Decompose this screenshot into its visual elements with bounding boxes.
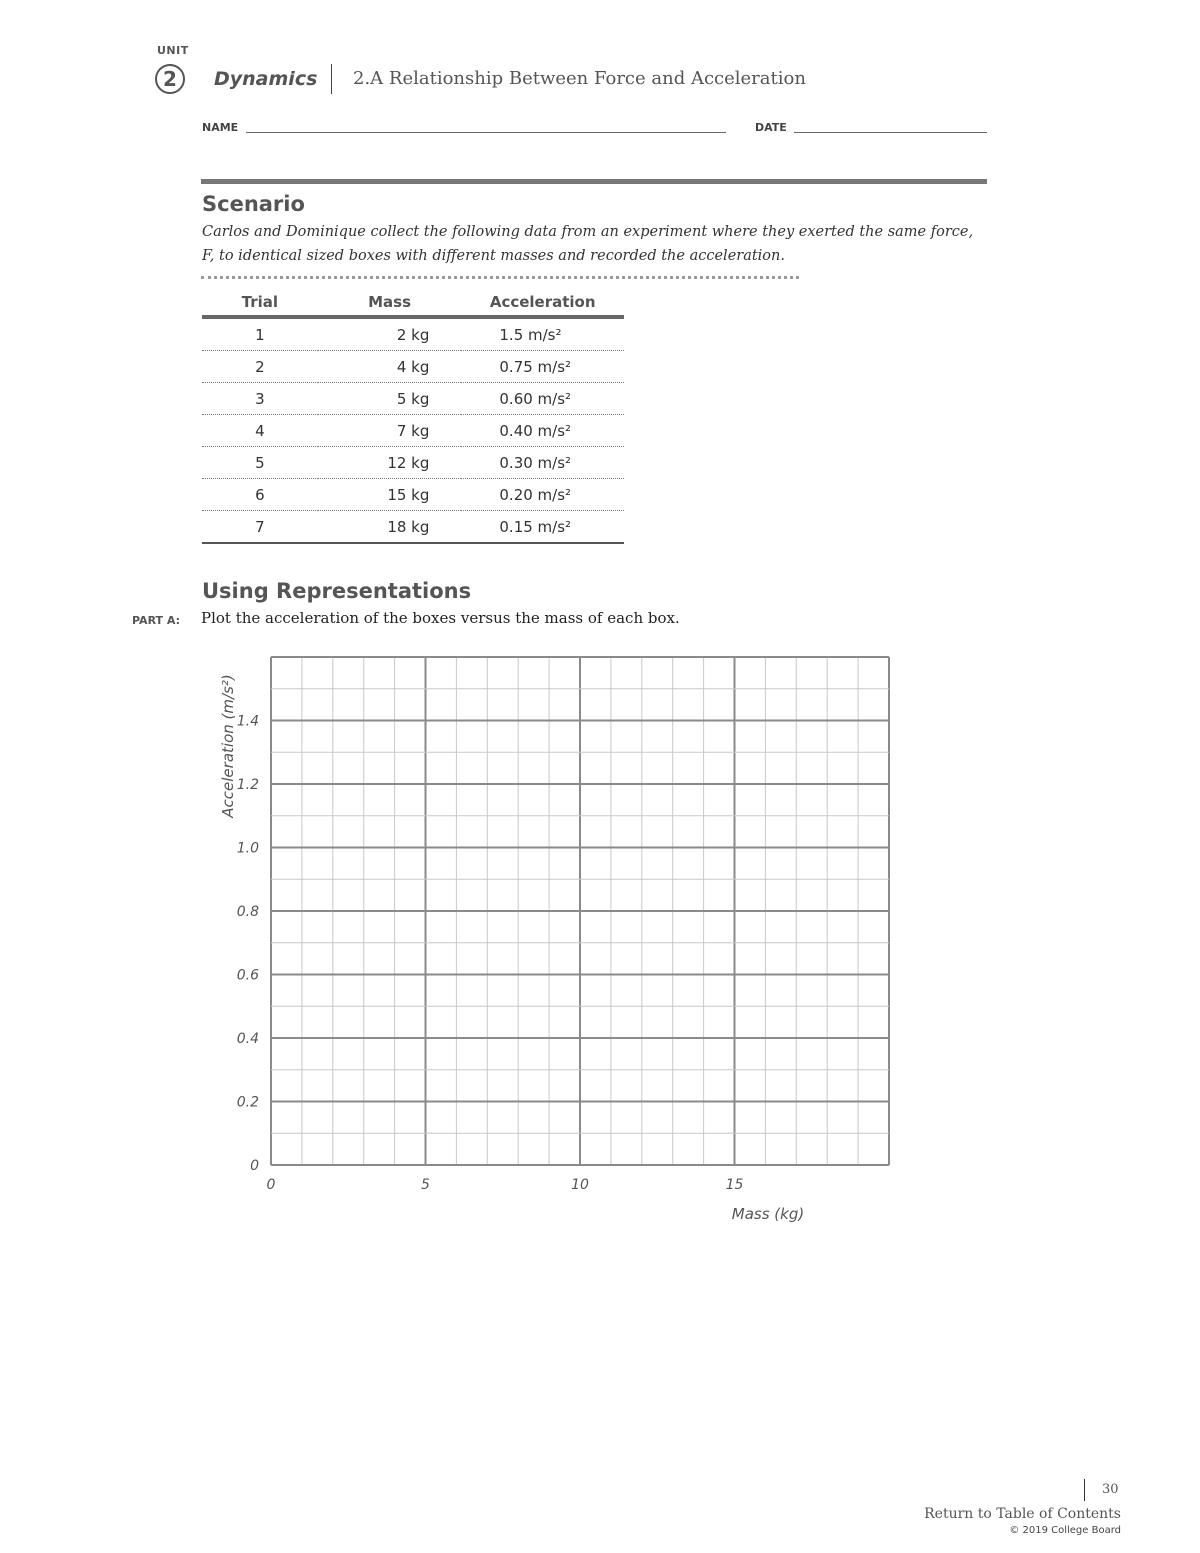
col-header-mass: Mass [318, 289, 462, 317]
y-tick-label: 1.4 [236, 713, 259, 730]
cell-acceleration: 0.75 m/s² [461, 351, 624, 383]
part-a-prompt: Plot the acceleration of the boxes versus the mass of each box. [201, 609, 680, 627]
cell-trial: 6 [202, 479, 318, 511]
cell-trial: 4 [202, 415, 318, 447]
scenario-text-line-2: F, to identical sized boxes with different masses and recorded the acceleration. [202, 248, 785, 264]
date-label: DATE [755, 121, 787, 134]
cell-trial: 1 [202, 317, 318, 351]
cell-acceleration: 0.60 m/s² [461, 383, 624, 415]
y-tick-label: 1.0 [236, 840, 259, 857]
y-tick-label: 0 [250, 1158, 259, 1174]
cell-mass: 5 kg [318, 383, 462, 415]
y-axis-title: Acceleration (m/s²) [219, 674, 237, 818]
return-to-toc-link[interactable]: Return to Table of Contents [924, 1506, 1121, 1522]
page-number: 30 [1102, 1482, 1119, 1497]
x-tick-label: 5 [421, 1177, 430, 1193]
col-header-trial: Trial [202, 289, 318, 317]
cell-mass: 7 kg [318, 415, 462, 447]
cell-trial: 3 [202, 383, 318, 415]
col-header-acceleration: Acceleration [461, 289, 624, 317]
name-label: NAME [202, 121, 239, 134]
y-tick-label: 0.8 [236, 904, 259, 920]
cell-mass: 4 kg [318, 351, 462, 383]
scenario-heading: Scenario [202, 192, 305, 216]
cell-acceleration: 0.40 m/s² [461, 415, 624, 447]
cell-mass: 15 kg [318, 479, 462, 511]
y-tick-label: 1.2 [236, 777, 259, 793]
part-a-label: PART A: [132, 614, 180, 627]
representations-heading: Using Representations [202, 579, 472, 603]
cell-trial: 5 [202, 447, 318, 479]
topic-title: 2.A Relationship Between Force and Acceleration [353, 68, 806, 89]
unit-name: Dynamics [214, 68, 318, 90]
cell-trial: 7 [202, 511, 318, 544]
cell-acceleration: 0.30 m/s² [461, 447, 624, 479]
graph-tick-labels [237, 714, 744, 1194]
footer-divider [1084, 1479, 1085, 1501]
cell-acceleration: 0.20 m/s² [461, 479, 624, 511]
scenario-text-line-1: Carlos and Dominique collect the following data from an experiment where they exerted the same force, [202, 224, 974, 240]
x-tick-label: 10 [571, 1177, 589, 1193]
y-tick-label: 0.4 [236, 1031, 259, 1047]
cell-mass: 2 kg [318, 317, 462, 351]
y-tick-label: 0.2 [236, 1094, 259, 1111]
copyright: © 2019 College Board [1009, 1525, 1121, 1536]
y-tick-label: 0.6 [236, 967, 259, 984]
x-tick-label: 0 [266, 1177, 276, 1193]
cell-trial: 2 [202, 351, 318, 383]
x-tick-label: 15 [725, 1177, 744, 1193]
unit-number-badge: 2 [155, 64, 185, 94]
cell-mass: 12 kg [318, 447, 462, 479]
graph-grid [271, 657, 889, 1165]
cell-acceleration: 1.5 m/s² [461, 317, 624, 351]
cell-acceleration: 0.15 m/s² [461, 511, 624, 544]
cell-mass: 18 kg [318, 511, 462, 544]
unit-label: UNIT [157, 44, 189, 57]
x-axis-title: Mass (kg) [731, 1205, 805, 1223]
